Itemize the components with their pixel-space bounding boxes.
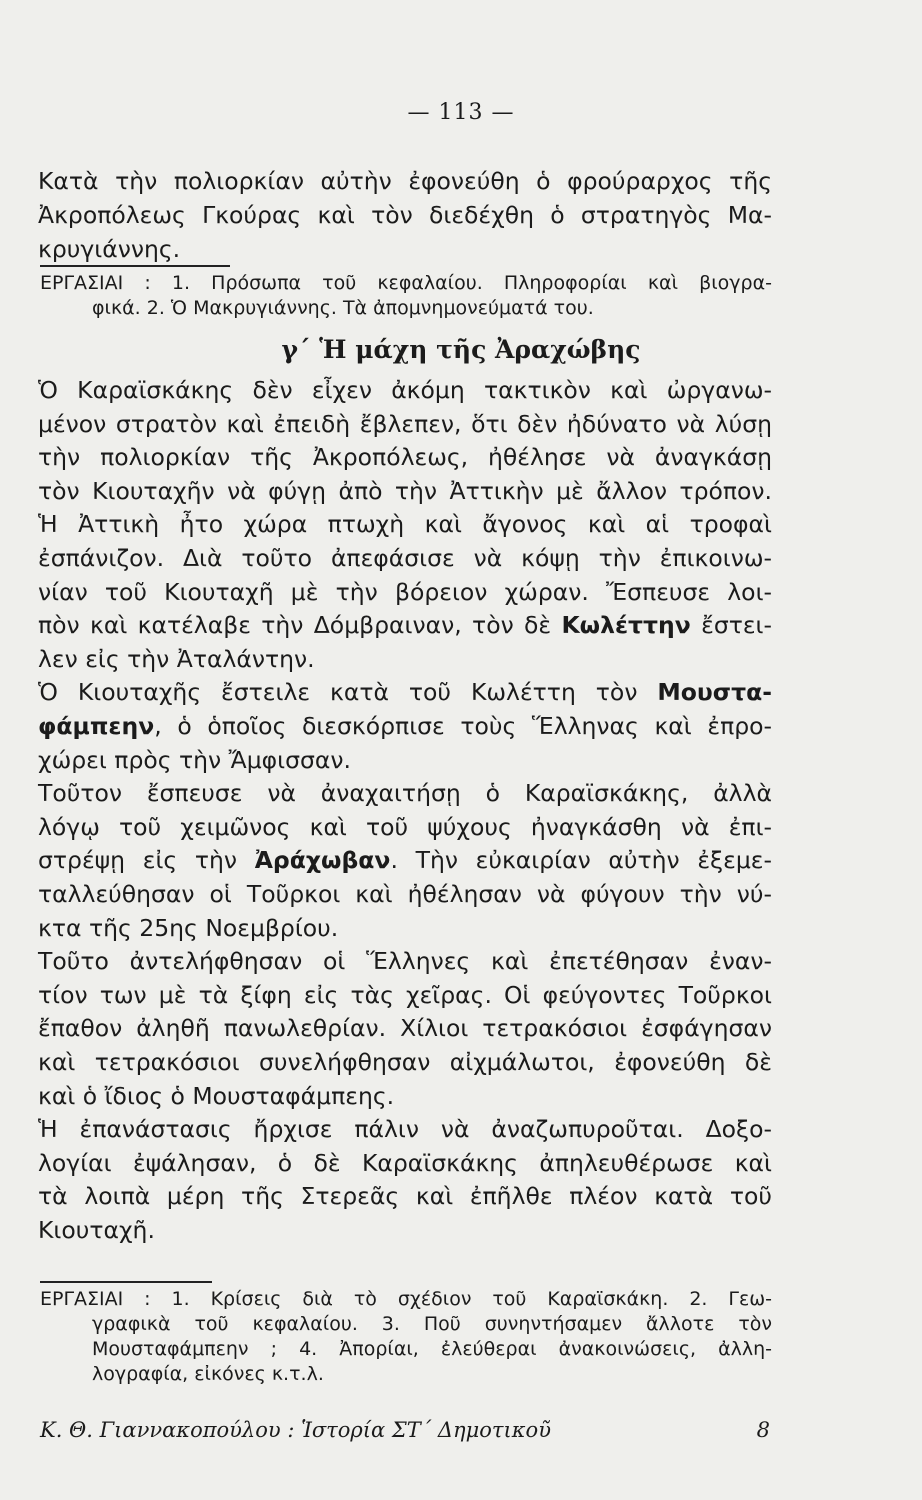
body-line: τὴν πολιορκίαν τῆς Ἀκροπόλεως, ἠθέλησε νὰ ἀναγκάσῃ: [38, 443, 772, 472]
text-run: στρέψῃ εἰς τὴν: [38, 846, 255, 875]
body-line: τὸν Κιουταχῆν νὰ φύγῃ ἀπὸ τὴν Ἀττικὴν μὲ ἄλλον τρόπον.: [38, 476, 772, 505]
body-line: νίαν τοῦ Κιουταχῆ μὲ τὴν βόρειον χώραν. Ἔσπευσε λοι-: [38, 577, 772, 606]
body-line: λογίαι ἐψάλησαν, ὁ δὲ Καραϊσκάκης ἀπηλευθέρωσε καὶ: [38, 1148, 772, 1177]
exercise-line: Μουσταφάμπεην ; 4. Ἀπορίαι, ἐλεύθεραι ἀνακοινώσεις, ἀλλη-: [92, 1338, 772, 1360]
exercise-line: ΕΡΓΑΣΙΑΙ : 1. Κρίσεις διὰ τὸ σχέδιον τοῦ Καραϊσκάκη. 2. Γεω-: [40, 1288, 772, 1310]
body-line: [38, 843, 772, 877]
exercise-line: γραφικὰ τοῦ κεφαλαίου. 3. Ποῦ συνηντήσαμεν ἄλλοτε τὸν: [92, 1313, 772, 1335]
footer-author-title: Κ. Θ. Γιαννακοπούλου : Ἱστορία ΣΤ΄ Δημοτικοῦ: [40, 1418, 551, 1442]
emphasis-name: Κωλέττην: [561, 611, 691, 640]
text-run: , ὁ ὁποῖος διεσκόρπισε τοὺς Ἕλληνας καὶ ἐπρο-: [154, 712, 772, 740]
body-line: Τοῦτο ἀντελήφθησαν οἱ Ἕλληνες καὶ ἐπετέθησαν ἐναν-: [38, 947, 772, 976]
text-run: ἔστει-: [690, 611, 772, 640]
body-line: [38, 675, 772, 709]
body-line: Ἡ Ἀττικὴ ἦτο χώρα πτωχὴ καὶ ἄγονος καὶ αἱ τροφαὶ: [38, 510, 772, 539]
emphasis-name: Μουστα-: [657, 678, 772, 707]
signature-number: 8: [756, 1418, 770, 1442]
text-run: . Τὴν εὐκαιρίαν αὐτὴν ἐξεμε-: [390, 846, 772, 875]
body-line: καὶ τετρακόσιοι συνελήφθησαν αἰχμάλωτοι, ἐφονεύθη δὲ: [38, 1048, 772, 1076]
divider-rule: [40, 1281, 212, 1283]
body-line: χώρει πρὸς τὴν Ἄμφισσαν.: [38, 745, 351, 774]
body-line: Ἡ ἐπανάστασις ἤρχισε πάλιν νὰ ἀναζωπυροῦται. Δοξο-: [38, 1115, 772, 1144]
body-line: καὶ ὁ ἴδιος ὁ Μουσταφάμπεης.: [38, 1081, 395, 1110]
body-line: [38, 709, 772, 743]
body-line: ἔπαθον ἀληθῆ πανωλεθρίαν. Χίλιοι τετρακόσιοι ἐσφάγησαν: [38, 1014, 772, 1043]
divider-rule: [40, 265, 230, 267]
exercise-line: φικά. 2. Ὁ Μακρυγιάννης. Τὰ ἀπομνημονεύματά του.: [92, 297, 594, 319]
body-line: ταλλεύθησαν οἱ Τοῦρκοι καὶ ἠθέλησαν νὰ φύγουν τὴν νύ-: [38, 880, 772, 908]
body-line: τὰ λοιπὰ μέρη τῆς Στερεᾶς καὶ ἐπῆλθε πλέον κατὰ τοῦ: [38, 1182, 772, 1211]
text-run: πὸν καὶ κατέλαβε τὴν Δόμβραιναν, τὸν δὲ: [38, 611, 562, 640]
page-footer: [40, 1418, 770, 1442]
emphasis-name: Ἀράχωβαν: [254, 846, 391, 875]
text-run: Ὁ Κιουταχῆς ἔστειλε κατὰ τοῦ Κωλέττη τὸν: [38, 678, 658, 707]
intro-line: Ἀκροπόλεως Γκούρας καὶ τὸν διεδέχθη ὁ στρατηγὸς Μα-: [38, 201, 772, 229]
intro-line: κρυγιάννης.: [38, 235, 181, 263]
exercise-line: ΕΡΓΑΣΙΑΙ : 1. Πρόσωπα τοῦ κεφαλαίου. Πληροφορίαι καὶ βιογρα-: [40, 272, 772, 294]
body-line: τίον των μὲ τὰ ξίφη εἰς τὰς χεῖρας. Οἱ φεύγοντες Τοῦρκοι: [38, 980, 772, 1009]
section-heading: γ΄ Ἡ μάχη τῆς Ἀραχώβης: [281, 335, 641, 364]
body-line: ἐσπάνιζον. Διὰ τοῦτο ἀπεφάσισε νὰ κόψῃ τὴν ἐπικοινω-: [38, 544, 772, 572]
body-line: λόγῳ τοῦ χειμῶνος καὶ τοῦ ψύχους ἠναγκάσθη νὰ ἐπι-: [38, 812, 772, 841]
body-line: Κιουταχῆ.: [38, 1216, 155, 1244]
emphasis-name: φάμπεην: [38, 712, 155, 740]
body-line: [38, 608, 772, 642]
body-line: Τοῦτον ἔσπευσε νὰ ἀναχαιτήσῃ ὁ Καραϊσκάκης, ἀλλὰ: [38, 779, 772, 808]
page-number: — 113 —: [407, 100, 515, 125]
body-line: λεν εἰς τὴν Ἀταλάντην.: [38, 644, 315, 673]
body-line: κτα τῆς 25ης Νοεμβρίου.: [38, 913, 339, 942]
exercise-line: λογραφία, εἰκόνες κ.τ.λ.: [92, 1363, 324, 1385]
body-line: μένον στρατὸν καὶ ἐπειδὴ ἔβλεπεν, ὅτι δὲν ἠδύνατο νὰ λύσῃ: [38, 409, 772, 438]
intro-line: Κατὰ τὴν πολιορκίαν αὐτὴν ἐφονεύθη ὁ φρούραρχος τῆς: [38, 167, 772, 195]
body-line: Ὁ Καραϊσκάκης δὲν εἶχεν ἀκόμη τακτικὸν καὶ ὠργανω-: [38, 376, 772, 404]
